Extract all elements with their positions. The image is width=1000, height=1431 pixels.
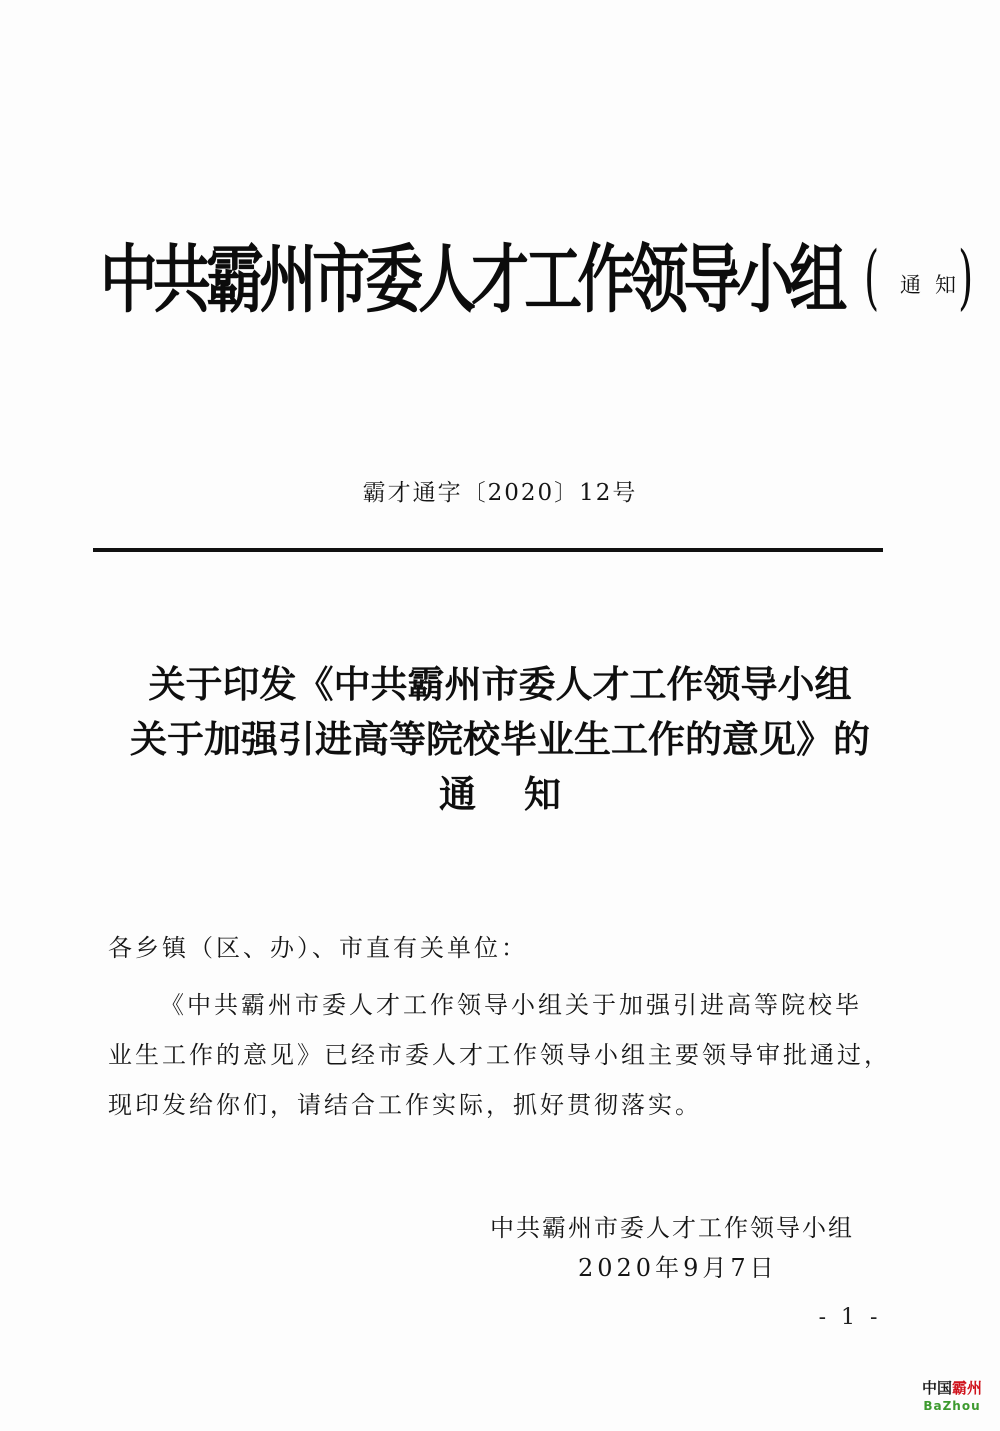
document-number: 霸才通字〔2020〕12号 [362, 480, 638, 506]
body-line-2: 业生工作的意见》已经市委人才工作领导小组主要领导审批通过， [108, 1041, 891, 1069]
site-watermark-logo [912, 1378, 992, 1423]
watermark-part-2: 霸州 [952, 1379, 983, 1397]
document-title [0, 657, 1000, 822]
watermark-part-1: 中国 [921, 1379, 952, 1397]
page-number: - 1 - [818, 1305, 882, 1330]
title-line-1: 关于印发《中共霸州市委人才工作领导小组 [148, 662, 852, 706]
masthead [100, 225, 974, 335]
body-paragraph [108, 980, 898, 1130]
watermark-text [912, 1378, 992, 1398]
header-divider [93, 548, 883, 552]
masthead-paren-close: ) [958, 236, 974, 318]
salutation: 各乡镇（区、办）、市直有关单位： [108, 934, 528, 962]
masthead-paren-open: ( [864, 236, 880, 318]
masthead-doc-type: 通知 [900, 273, 970, 297]
signature-block [490, 1208, 890, 1288]
masthead-org-name: 中共霸州市委人才工作领导小组 [100, 237, 843, 323]
signature-date: 2020年9月7日 [578, 1254, 778, 1282]
body-line-1: 《中共霸州市委人才工作领导小组关于加强引进高等院校毕 [160, 991, 862, 1019]
body-line-3: 现印发给你们，请结合工作实际，抓好贯彻落实。 [108, 1091, 702, 1119]
title-line-2: 关于加强引进高等院校毕业生工作的意见》的 [130, 717, 870, 761]
watermark-latin: BaZhou [923, 1399, 981, 1413]
signature-org: 中共霸州市委人才工作领导小组 [490, 1214, 854, 1242]
title-line-3: 通知 [439, 772, 609, 816]
